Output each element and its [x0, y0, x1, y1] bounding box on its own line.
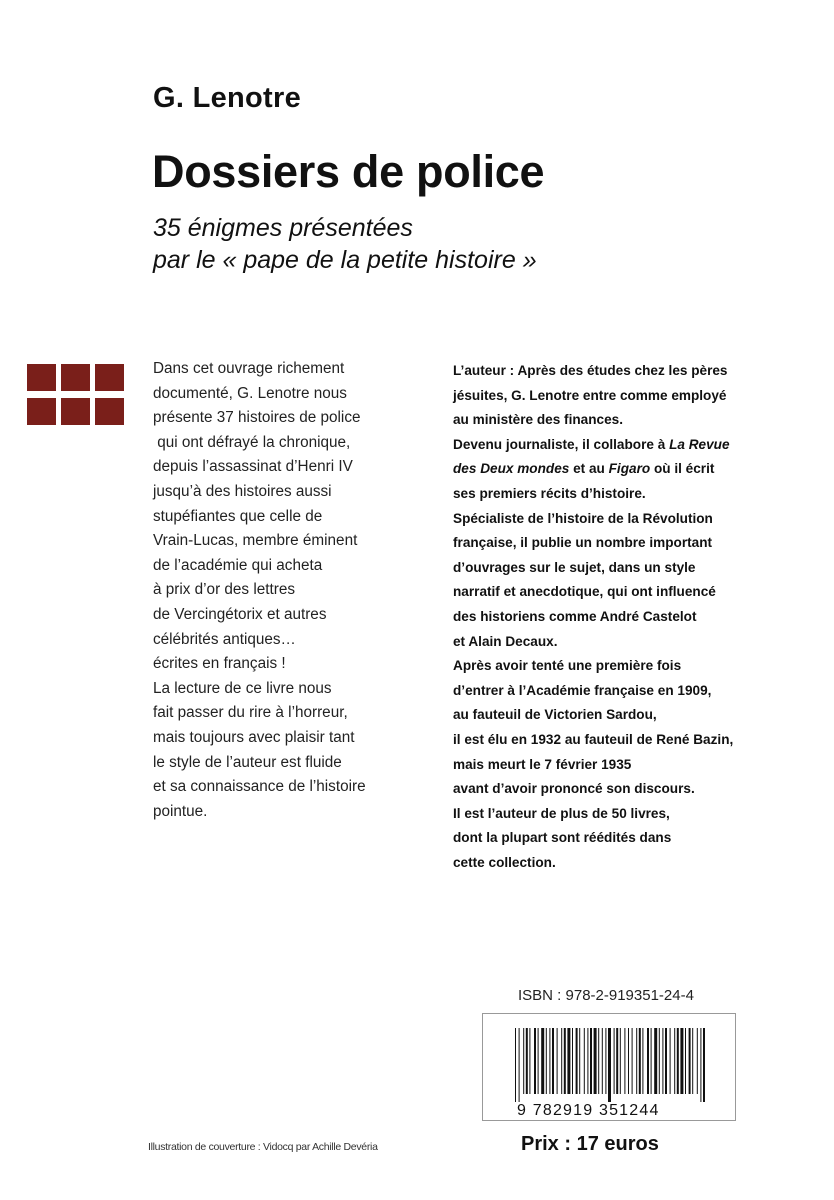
barcode-bar: [572, 1028, 573, 1094]
barcode-bar: [642, 1028, 643, 1094]
summary-line: le style de l’auteur est fluide: [153, 753, 342, 771]
barcode-bar: [598, 1028, 599, 1094]
summary-line: documenté, G. Lenotre nous: [153, 384, 347, 402]
bio-line: jésuites, G. Lenotre entre comme employé: [453, 387, 727, 403]
barcode-bar: [639, 1028, 641, 1094]
bio-line: des historiens comme André Castelot: [453, 608, 697, 624]
summary-line: présente 37 histoires de police: [153, 409, 361, 427]
bio-fragment: et au: [569, 461, 609, 477]
barcode-bar: [697, 1028, 698, 1094]
summary-line: fait passer du rire à l’horreur,: [153, 704, 348, 722]
barcode-bar: [579, 1028, 580, 1094]
bio-line: avant d’avoir prononcé son discours.: [453, 781, 695, 797]
barcode-bar: [523, 1028, 524, 1094]
bio-line: dont la plupart sont réédités dans: [453, 830, 672, 846]
summary-line: jusqu’à des histoires aussi: [153, 482, 332, 500]
bio-line: d’entrer à l’Académie française en 1909,: [453, 682, 712, 698]
barcode-bar: [564, 1028, 566, 1094]
bio-line: mais meurt le 7 février 1935: [453, 756, 632, 772]
bio-line: française, il publie un nombre important: [453, 535, 713, 551]
barcode-bar: [685, 1028, 686, 1094]
barcode-bar: [584, 1028, 585, 1094]
barcode-bar: [647, 1028, 649, 1094]
summary-line: à prix d’or des lettres: [153, 581, 295, 599]
barcode-bar: [538, 1028, 539, 1094]
bio-line: ses premiers récits d’histoire.: [453, 485, 646, 501]
author-biography: [453, 359, 813, 875]
summary-line: écrites en français !: [153, 655, 286, 673]
bio-line: Il est l’auteur de plus de 50 livres,: [453, 805, 670, 821]
bio-line: L’auteur : Après des études chez les pères: [453, 363, 728, 378]
barcode-bar: [541, 1028, 544, 1094]
bio-fragment: Devenu journaliste, il collabore à: [453, 436, 670, 452]
barcode-bar: [515, 1028, 516, 1102]
summary-line: pointue.: [153, 802, 208, 820]
barcode-bar: [616, 1028, 618, 1094]
barcode-bar: [624, 1028, 625, 1094]
barcode-bar: [703, 1028, 705, 1102]
bio-line: cette collection.: [453, 854, 556, 870]
summary-line: célébrités antiques…: [153, 630, 296, 648]
bio-line: [453, 433, 813, 458]
barcode-bar: [605, 1028, 606, 1094]
bio-line: au fauteuil de Victorien Sardou,: [453, 707, 657, 723]
barcode: [482, 1013, 736, 1121]
bio-line: au ministère des finances.: [453, 412, 623, 428]
barcode-bar: [632, 1028, 633, 1094]
barcode-bar: [670, 1028, 671, 1094]
bio-italic-title: Figaro: [608, 461, 651, 477]
bio-line: d’ouvrages sur le sujet, dans un style: [453, 559, 696, 575]
barcode-bar: [526, 1028, 528, 1094]
barcode-bar: [546, 1028, 547, 1094]
bio-line: Spécialiste de l’histoire de la Révolution: [453, 510, 713, 526]
author-name: G. Lenotre: [153, 82, 302, 114]
barcode-bar: [557, 1028, 558, 1094]
summary-line: de Vercingétorix et autres: [153, 605, 327, 623]
book-title: Dossiers de police: [152, 146, 545, 197]
barcode-bar: [519, 1028, 520, 1102]
barcode-bar: [549, 1028, 550, 1094]
barcode-bar: [529, 1028, 530, 1094]
barcode-bar: [680, 1028, 683, 1094]
barcode-bar: [552, 1028, 554, 1094]
summary-line: stupéfiantes que celle de: [153, 507, 323, 525]
barcode-bar: [614, 1028, 615, 1094]
barcode-bar: [576, 1028, 578, 1094]
subtitle-line: par le « pape de la petite histoire »: [153, 246, 537, 274]
barcode-bar: [590, 1028, 592, 1094]
summary-line: La lecture de ce livre nous: [153, 679, 332, 697]
barcode-bar: [659, 1028, 660, 1094]
cover-illustration-credit: Illustration de couverture : Vidocq par Achille Devéria: [148, 1141, 378, 1153]
barcode-icon: [483, 1014, 737, 1122]
book-subtitle: [153, 212, 537, 276]
barcode-bar: [594, 1028, 597, 1094]
summary-line: de l’académie qui acheta: [153, 556, 323, 574]
summary-line: qui ont défrayé la chronique,: [153, 433, 351, 451]
barcode-bar: [567, 1028, 570, 1094]
isbn-label: ISBN : 978-2-919351-24-4: [518, 987, 694, 1004]
barcode-bar: [674, 1028, 675, 1094]
barcode-bar: [700, 1028, 701, 1102]
barcode-bar: [620, 1028, 621, 1094]
summary-line: mais toujours avec plaisir tant: [153, 728, 355, 746]
price-label: Prix : 17 euros: [521, 1133, 659, 1155]
summary-text: [153, 357, 423, 824]
barcode-bar: [636, 1028, 637, 1094]
summary-line: Vrain-Lucas, membre éminent: [153, 532, 358, 550]
barcode-bar: [692, 1028, 693, 1094]
bio-line: il est élu en 1932 au fauteuil de René Bazin,: [453, 731, 734, 747]
barcode-bar: [628, 1028, 629, 1094]
barcode-bar: [662, 1028, 663, 1094]
barcode-bar: [587, 1028, 588, 1094]
barcode-bar: [654, 1028, 657, 1094]
barcode-bar: [665, 1028, 667, 1094]
bio-line: narratif et anecdotique, qui ont influencé: [453, 584, 716, 600]
summary-line: depuis l’assassinat d’Henri IV: [153, 458, 353, 476]
barcode-bar: [602, 1028, 603, 1094]
barcode-bar: [689, 1028, 691, 1094]
six-squares-logo-icon: [27, 364, 125, 426]
bio-fragment: où il écrit: [650, 461, 715, 477]
summary-line: Dans cet ouvrage richement: [153, 360, 345, 377]
barcode-bar: [534, 1028, 536, 1094]
summary-line: et sa connaissance de l’histoire: [153, 778, 366, 796]
barcode-bar: [677, 1028, 679, 1094]
barcode-bar: [561, 1028, 562, 1094]
bio-italic-title: des Deux mondes: [453, 461, 570, 477]
barcode-bar: [651, 1028, 652, 1094]
bio-italic-title: La Revue: [669, 436, 730, 452]
bio-line: Après avoir tenté une première fois: [453, 658, 682, 674]
bio-line: et Alain Decaux.: [453, 633, 558, 649]
bio-line: [453, 457, 813, 482]
barcode-bar: [608, 1028, 611, 1102]
subtitle-line: 35 énigmes présentées: [153, 214, 413, 242]
barcode-digits: 9 782919 351244: [517, 1102, 660, 1119]
